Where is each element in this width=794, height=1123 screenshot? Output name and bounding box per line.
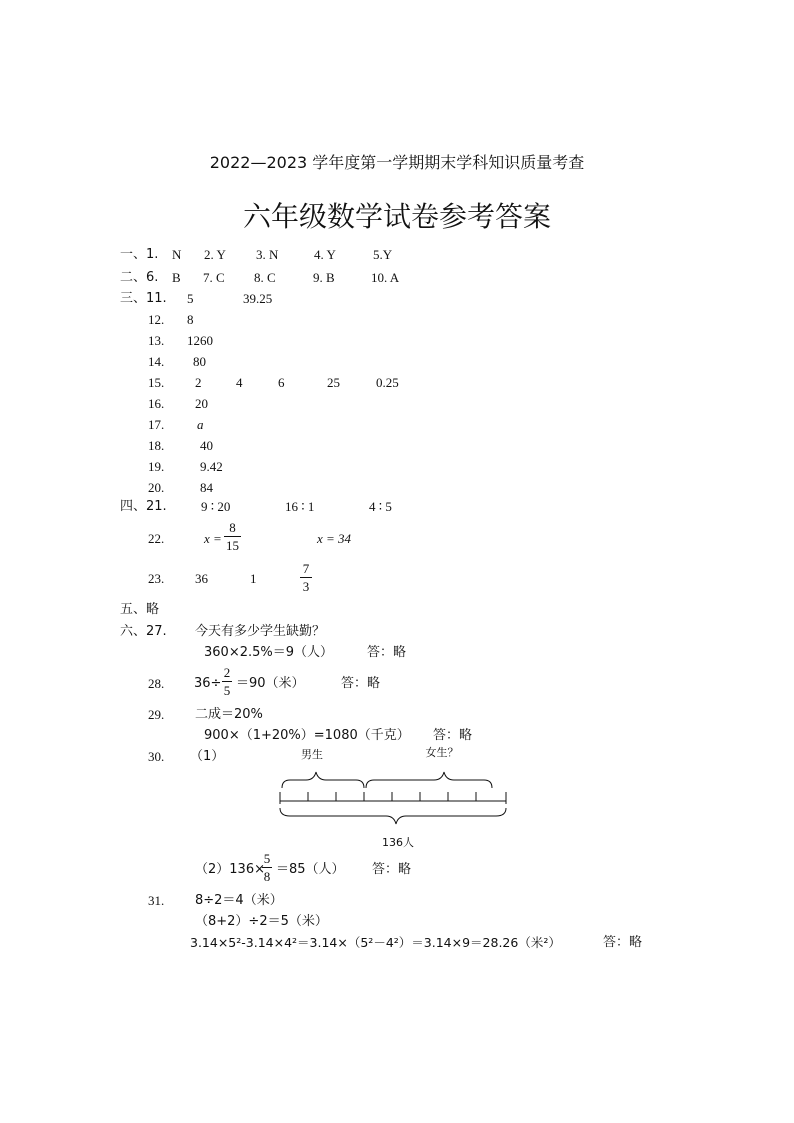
question-number-29: 29. <box>148 707 165 722</box>
question-number-31: 31. <box>148 893 165 908</box>
answer-30-part-2-prefix: （2）136× <box>195 862 265 877</box>
question-number-14: 14. <box>148 354 165 369</box>
answer-29-conversion: 二成＝20% <box>195 707 263 722</box>
question-number-28: 28. <box>148 676 165 691</box>
answer-31-step-2: （8+2）÷2＝5（米） <box>195 914 328 929</box>
answer-28-conclusion: 答：略 <box>341 676 381 691</box>
answer-22b: x = 34 <box>317 531 352 546</box>
answer-15a: 2 <box>195 375 202 390</box>
answer-15e: 0.25 <box>376 375 399 390</box>
question-number-22: 22. <box>148 531 165 546</box>
boys-label: 男生 <box>301 748 323 761</box>
answer-15d: 25 <box>327 375 340 390</box>
answer-9: 9. B <box>313 270 335 285</box>
answer-20: 84 <box>200 480 213 495</box>
answer-21b: 16 ∶ 1 <box>285 499 315 514</box>
question-number-17: 17. <box>148 417 165 432</box>
answer-10: 10. A <box>371 270 400 285</box>
answer-15b: 4 <box>236 375 243 390</box>
answer-23-fraction <box>300 561 312 594</box>
question-number-16: 16. <box>148 396 165 411</box>
question-number-23: 23. <box>148 571 165 586</box>
girls-brace <box>366 772 492 788</box>
section-4-label: 四、21. <box>120 499 167 514</box>
question-number-12: 12. <box>148 312 165 327</box>
girls-label: 女生？ <box>425 746 459 759</box>
answer-15c: 6 <box>278 375 285 390</box>
answer-28-result: ＝90（米） <box>236 676 305 691</box>
total-label: 136人 <box>382 836 414 849</box>
section-1-label: 一、1. <box>120 247 159 262</box>
total-brace <box>280 808 506 824</box>
answer-14: 80 <box>193 354 206 369</box>
section-6-label: 六、27. <box>120 624 167 639</box>
answer-21c: 4 ∶ 5 <box>369 499 392 514</box>
answer-7: 7. C <box>203 270 225 285</box>
question-number-20: 20. <box>148 480 165 495</box>
answer-28-numerator: 2 <box>223 665 231 680</box>
answer-23a: 36 <box>195 571 208 586</box>
question-number-18: 18. <box>148 438 165 453</box>
answer-30-part-1-label: （1） <box>190 749 225 764</box>
answer-29-work: 900×（1+20%）=1080（千克） <box>204 728 410 743</box>
question-number-15: 15. <box>148 375 165 390</box>
answer-28-fraction <box>222 665 232 698</box>
answer-23-numerator: 7 <box>302 561 310 576</box>
boys-brace <box>282 772 364 788</box>
answer-19: 9.42 <box>200 459 223 474</box>
answer-16: 20 <box>195 396 208 411</box>
answer-29-conclusion: 答：略 <box>433 728 473 743</box>
answer-27-conclusion: 答：略 <box>367 645 407 660</box>
answer-30-fraction <box>262 851 272 884</box>
answer-27-work: 360×2.5%＝9（人） <box>204 645 334 660</box>
answer-18: 40 <box>200 438 213 453</box>
answer-31-conclusion: 答：略 <box>603 935 643 950</box>
section-3-label: 三、11. <box>120 291 167 306</box>
question-27-text: 今天有多少学生缺勤？ <box>195 624 326 639</box>
answer-22-fraction <box>224 520 241 553</box>
page-title: 六年级数学试卷参考答案 <box>242 200 551 233</box>
answer-22-denominator: 15 <box>226 538 239 553</box>
answer-17: a <box>197 417 204 432</box>
answer-11a: 5 <box>187 291 194 306</box>
exam-subtitle: 2022—2023 学年度第一学期期末学科知识质量考查 <box>209 153 585 172</box>
answer-22-variable: x = <box>204 531 222 546</box>
question-number-13: 13. <box>148 333 165 348</box>
section-2-label: 二、6. <box>120 270 159 285</box>
segment-ticks <box>280 792 506 804</box>
answer-11b: 39.25 <box>243 291 273 306</box>
answer-5: 5.Y <box>373 247 393 262</box>
answer-13: 1260 <box>187 333 213 348</box>
answer-31-step-3: 3.14×5²-3.14×4²＝3.14×（5²－4²）＝3.14×9＝28.26（米²） <box>190 935 561 950</box>
answer-31-step-1: 8÷2＝4（米） <box>195 893 283 908</box>
answer-28-denominator: 5 <box>223 683 231 698</box>
answer-6: B <box>172 270 181 285</box>
answer-28-prefix: 36÷ <box>194 676 222 691</box>
answer-12: 8 <box>187 312 194 327</box>
answer-2: 2. Y <box>204 247 226 262</box>
answer-30-conclusion: 答：略 <box>372 862 412 877</box>
section-5-label: 五、略 <box>120 602 160 617</box>
segment-diagram <box>270 742 520 852</box>
answer-30-numerator: 5 <box>263 851 271 866</box>
question-number-30: 30. <box>148 749 165 764</box>
question-number-19: 19. <box>148 459 165 474</box>
answer-30-result: ＝85（人） <box>276 862 345 877</box>
answer-23-denominator: 3 <box>302 579 310 594</box>
answer-21a: 9 ∶ 20 <box>201 499 231 514</box>
answer-30-denominator: 8 <box>263 869 271 884</box>
answer-22-numerator: 8 <box>229 520 236 535</box>
answer-8: 8. C <box>254 270 276 285</box>
answer-3: 3. N <box>256 247 279 262</box>
answer-23b: 1 <box>250 571 257 586</box>
answer-4: 4. Y <box>314 247 336 262</box>
answer-1: N <box>172 247 182 262</box>
